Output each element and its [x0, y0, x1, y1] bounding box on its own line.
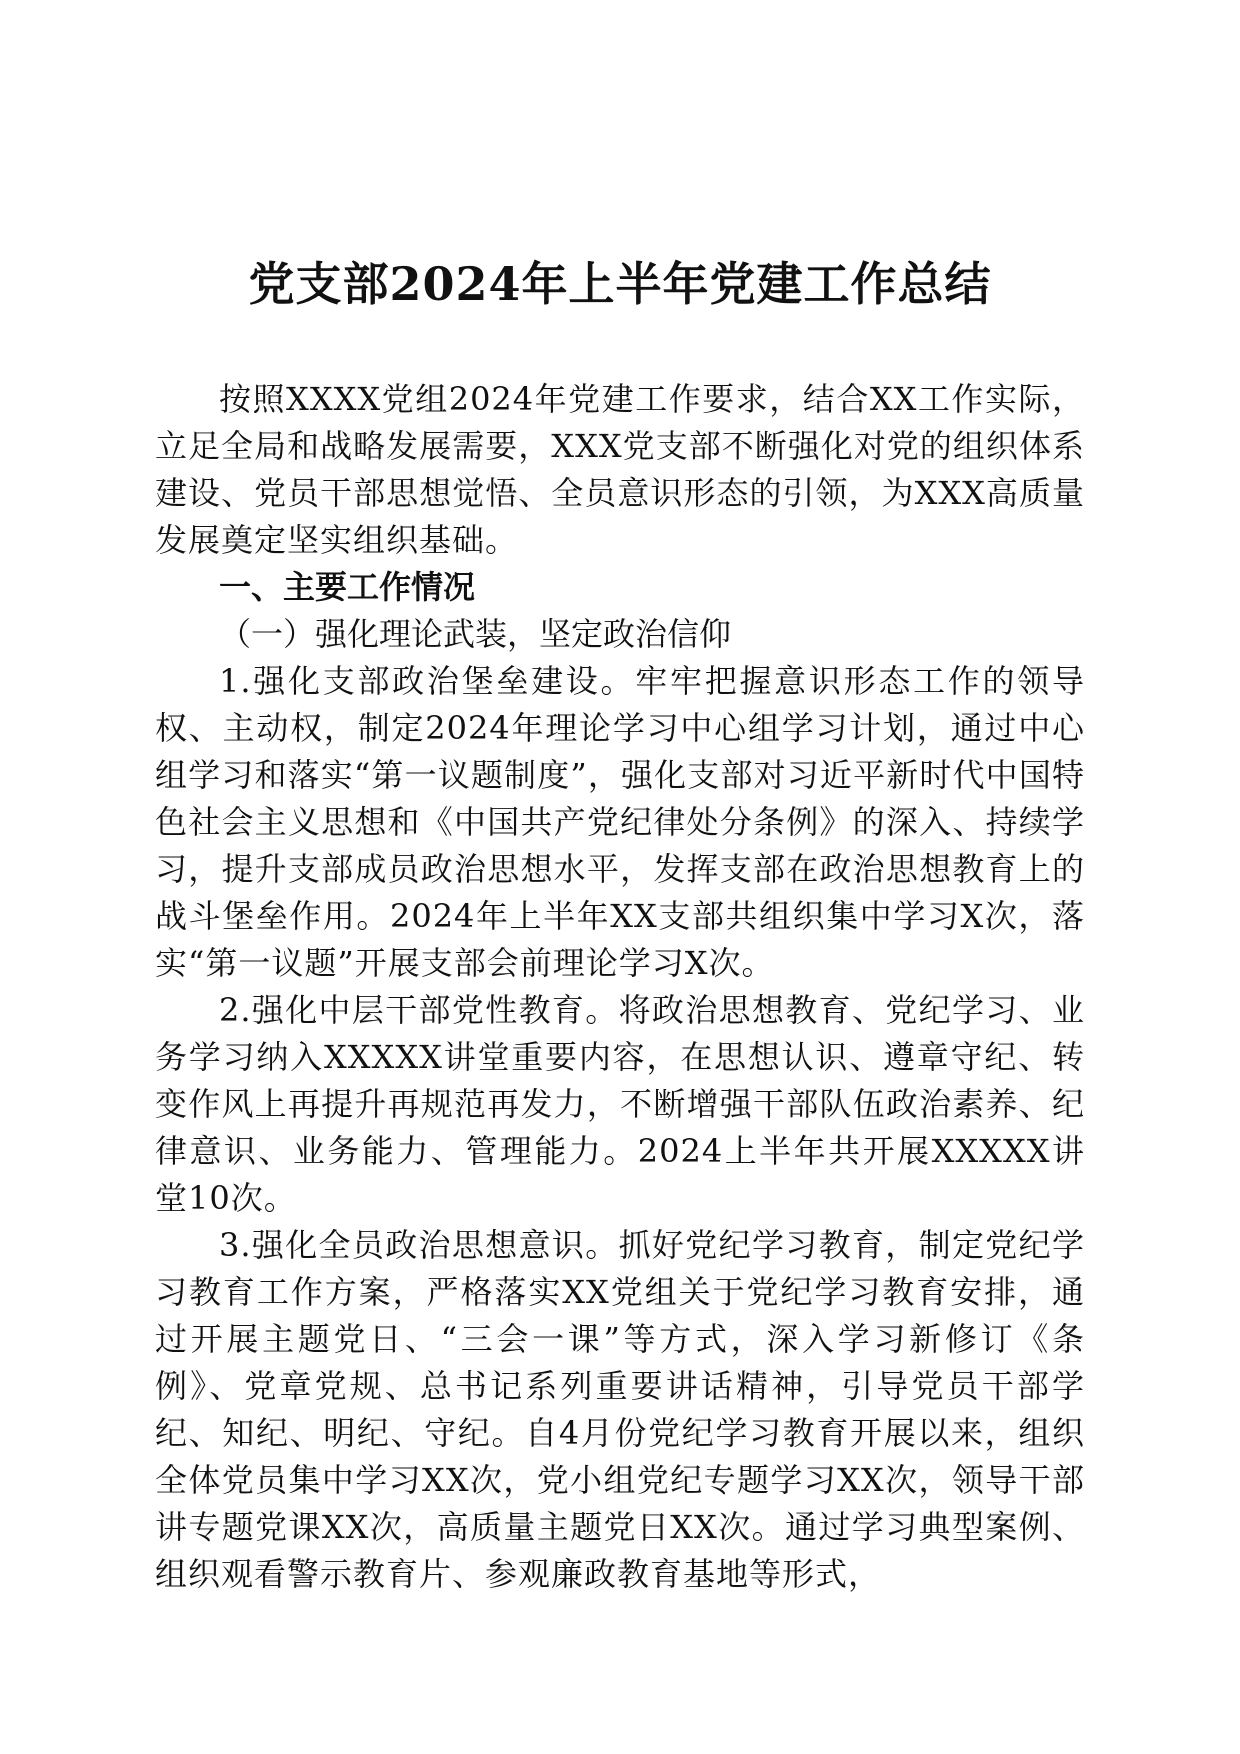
paragraph-item-1: 1.强化支部政治堡垒建设。牢牢把握意识形态工作的领导权、主动权，制定2024年理论学习中心组学习计划，通过中心组学习和落实“第一议题制度”，强化支部对习近平新时代中国特色社会主义思想和《中国共产党纪律处分条例》的深入、持续学习，提升支部成员政治思想水平，发挥支部在政治思想教育上的战斗堡垒作用。2024年上半年XX支部共组织集中学习X次，落实“第一议题”开展支部会前理论学习X次。	[155, 662, 1085, 982]
document-body	[155, 376, 1085, 1598]
paragraph-item-2: 2.强化中层干部党性教育。将政治思想教育、党纪学习、业务学习纳入XXXXX讲堂重要内容，在思想认识、遵章守纪、转变作风上再提升再规范再发力，不断增强干部队伍政治素养、纪律意识、业务能力、管理能力。2024上半年共开展XXXXX讲堂10次。	[155, 991, 1085, 1217]
document-title: 党支部2024年上半年党建工作总结	[248, 257, 992, 311]
intro-paragraph: 按照XXXX党组2024年党建工作要求，结合XX工作实际，立足全局和战略发展需要，XXX党支部不断强化对党的组织体系建设、党员干部思想觉悟、全员意识形态的引领，为XXX高质量发展奠定坚实组织基础。	[155, 380, 1085, 559]
section-heading-main-work: 一、主要工作情况	[219, 568, 476, 606]
paragraph-item-3: 3.强化全员政治思想意识。抓好党纪学习教育，制定党纪学习教育工作方案，严格落实XX党组关于党纪学习教育安排，通过开展主题党日、“三会一课”等方式，深入学习新修订《条例》、党章党规、总书记系列重要讲话精神，引导党员干部学纪、知纪、明纪、守纪。自4月份党纪学习教育开展以来，组织全体党员集中学习XX次，党小组党纪专题学习XX次，领导干部讲专题党课XX次，高质量主题党日XX次。通过学习典型案例、组织观看警示教育片、参观廉政教育基地等形式，	[155, 1226, 1085, 1593]
subsection-heading-theory: （一）强化理论武装，坚定政治信仰	[219, 615, 732, 653]
